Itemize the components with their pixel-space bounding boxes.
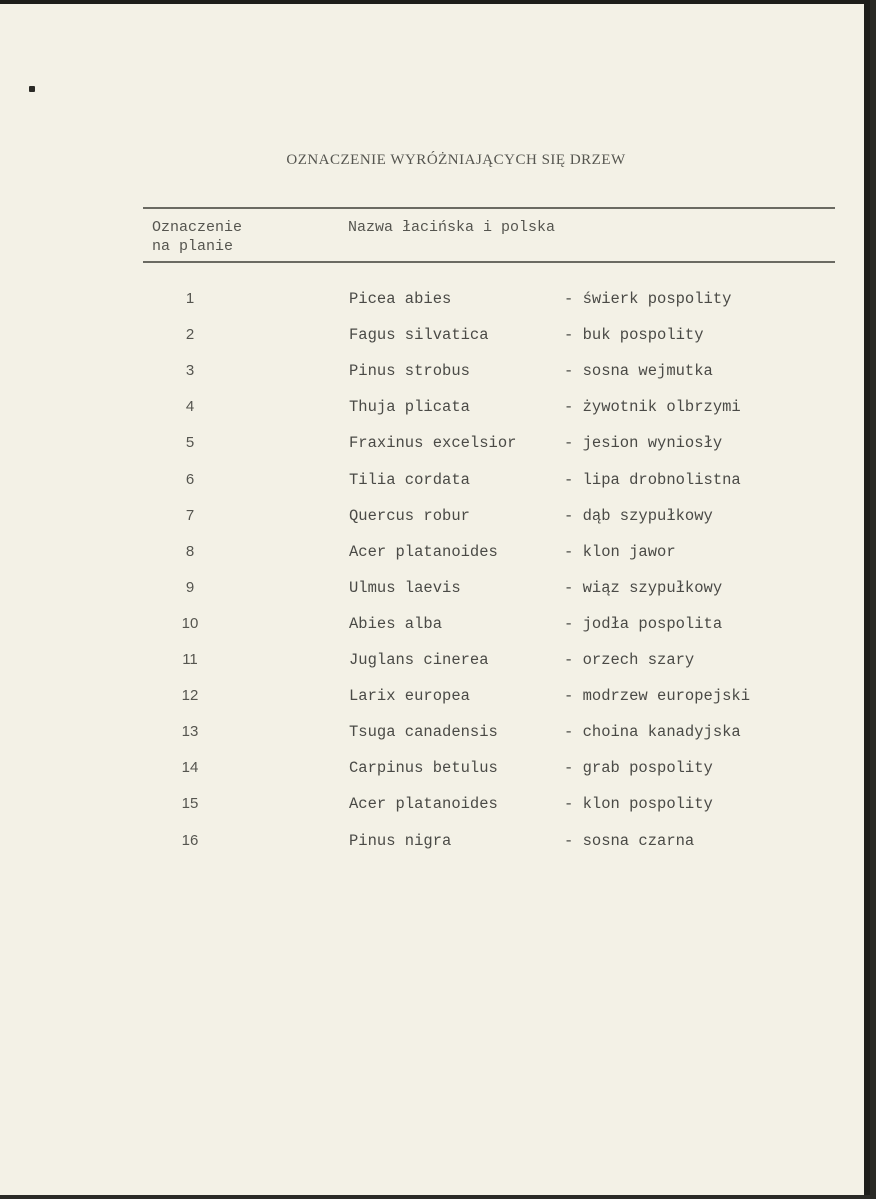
header-plan-marking <box>152 218 302 256</box>
latin-name: Quercus robur <box>349 507 470 525</box>
table-row <box>0 577 870 599</box>
polish-name: - sosna wejmutka <box>564 362 713 380</box>
polish-name: - wiąz szypułkowy <box>564 579 723 597</box>
plan-number: 5 <box>185 434 195 451</box>
table-row <box>0 613 870 635</box>
latin-name: Pinus strobus <box>349 362 470 380</box>
polish-name: - modrzew europejski <box>564 687 751 705</box>
plan-number: 15 <box>181 795 199 812</box>
table-rule-header <box>143 261 835 263</box>
plan-number: 14 <box>181 759 199 776</box>
latin-name: Abies alba <box>349 615 443 633</box>
table-row <box>0 793 870 815</box>
header-latin-polish-name: Nazwa łacińska i polska <box>348 219 556 236</box>
table-row <box>0 505 870 527</box>
table-row <box>0 757 870 779</box>
table-row <box>0 469 870 491</box>
polish-name: - klon pospolity <box>564 795 713 813</box>
table-row <box>0 432 870 454</box>
plan-number: 6 <box>185 471 195 488</box>
polish-name: - grab pospolity <box>564 759 713 777</box>
latin-name: Thuja plicata <box>349 398 470 416</box>
plan-number: 4 <box>185 398 195 415</box>
polish-name: - buk pospolity <box>564 326 704 344</box>
plan-number: 12 <box>181 687 199 704</box>
table-row <box>0 830 870 852</box>
polish-name: - sosna czarna <box>564 832 695 850</box>
plan-number: 13 <box>181 723 199 740</box>
table-row <box>0 685 870 707</box>
plan-number: 7 <box>185 507 195 524</box>
polish-name: - jesion wyniosły <box>564 434 723 452</box>
header-plan-marking-text: Oznaczenie na planie <box>152 219 243 255</box>
table-row <box>0 721 870 743</box>
table-rule-top <box>143 207 835 209</box>
latin-name: Larix europea <box>349 687 470 705</box>
polish-name: - żywotnik olbrzymi <box>564 398 741 416</box>
plan-number: 16 <box>181 832 199 849</box>
punch-mark <box>29 86 35 92</box>
polish-name: - jodła pospolita <box>564 615 723 633</box>
table-row <box>0 396 870 418</box>
latin-name: Tsuga canadensis <box>349 723 498 741</box>
table-row <box>0 288 870 310</box>
plan-number: 8 <box>185 543 195 560</box>
plan-number: 3 <box>185 362 195 379</box>
polish-name: - lipa drobnolistna <box>564 471 741 489</box>
polish-name: - świerk pospolity <box>564 290 732 308</box>
plan-number: 11 <box>182 651 198 668</box>
latin-name: Ulmus laevis <box>349 579 461 597</box>
latin-name: Juglans cinerea <box>349 651 489 669</box>
polish-name: - klon jawor <box>564 543 676 561</box>
latin-name: Picea abies <box>349 290 452 308</box>
latin-name: Fraxinus excelsior <box>349 434 517 452</box>
plan-number: 1 <box>185 290 195 307</box>
plan-number: 9 <box>185 579 195 596</box>
latin-name: Tilia cordata <box>349 471 470 489</box>
latin-name: Carpinus betulus <box>349 759 498 777</box>
table-row <box>0 649 870 671</box>
latin-name: Acer platanoides <box>349 543 498 561</box>
plan-number: 2 <box>185 326 195 343</box>
polish-name: - choina kanadyjska <box>564 723 741 741</box>
latin-name: Fagus silvatica <box>349 326 489 344</box>
latin-name: Acer platanoides <box>349 795 498 813</box>
latin-name: Pinus nigra <box>349 832 452 850</box>
table-row <box>0 324 870 346</box>
plan-number: 10 <box>181 615 199 632</box>
polish-name: - orzech szary <box>564 651 695 669</box>
polish-name: - dąb szypułkowy <box>564 507 713 525</box>
table-row <box>0 360 870 382</box>
table-row <box>0 541 870 563</box>
document-title: OZNACZENIE WYRÓŻNIAJĄCYCH SIĘ DRZEW <box>286 152 626 168</box>
